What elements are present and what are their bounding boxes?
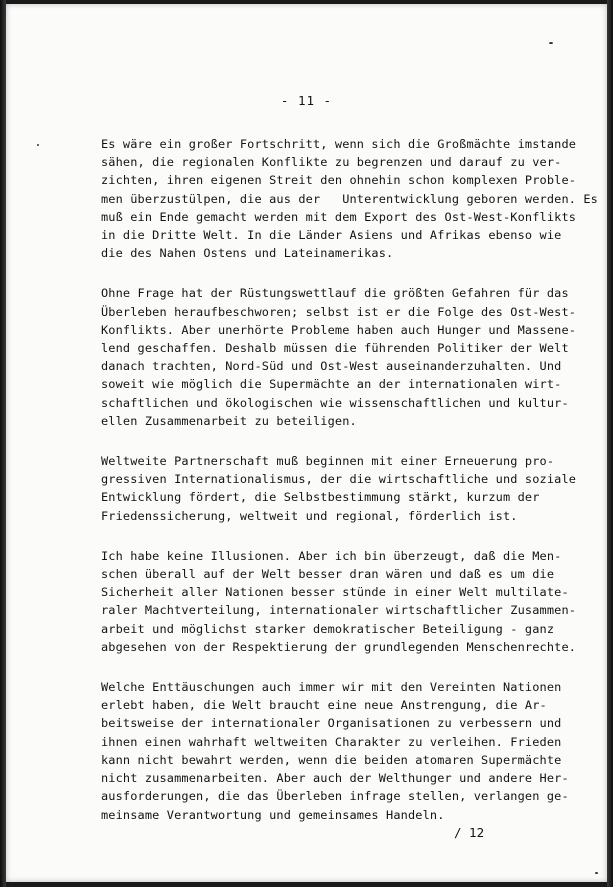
- scan-speck: [37, 144, 39, 146]
- text-line: nicht zusammenarbeiten. Aber auch der Welthunger und andere Her-: [101, 771, 569, 786]
- text-line: men überzustülpen, die aus der Unterentwicklung geboren werden. Es: [101, 191, 598, 206]
- scan-border-right: [607, 0, 613, 887]
- scan-speck: [595, 872, 598, 874]
- text-line: Ohne Frage hat der Rüstungswettlauf die größten Gefahren für das: [101, 286, 569, 301]
- text-line: raler Machtverteilung, internationaler wirtschaftlicher Zusammen-: [101, 603, 577, 618]
- text-line: zichten, ihren eigenen Streit den ohnehin schon komplexen Proble-: [101, 173, 577, 188]
- text-line: Überleben heraufbeschworen; selbst ist er die Folge des Ost-West-: [101, 304, 577, 319]
- document-page: [6, 4, 607, 882]
- text-line: ausforderungen, die das Überleben infrage stellen, verlangen ge-: [101, 789, 569, 804]
- body-text: [101, 135, 598, 846]
- text-line: Friedenssicherung, weltweit und regional, förderlich ist.: [101, 508, 518, 523]
- text-line: schaftlichen und ökologischen wie wissenschaftlichen und kultur-: [101, 395, 569, 410]
- text-line: Es wäre ein großer Fortschritt, wenn sich die Großmächte imstande: [101, 137, 577, 151]
- text-line: in die Dritte Welt. In die Länder Asiens und Afrikas ebenso wie: [101, 228, 562, 243]
- paragraph: [101, 678, 569, 824]
- text-line: kann nicht bewahrt werden, wenn die beiden atomaren Supermächte: [101, 752, 562, 767]
- text-line: Ich habe keine Illusionen. Aber ich bin überzeugt, daß die Men-: [101, 548, 562, 563]
- text-line: sähen, die regionalen Konflikte zu begrenzen und darauf zu ver-: [101, 155, 562, 170]
- text-line: die des Nahen Ostens und Lateinamerikas.: [101, 246, 394, 261]
- text-line: ihnen einen wahrhaft weltweiten Charakter zu verleihen. Frieden: [101, 734, 562, 749]
- text-line: muß ein Ende gemacht werden mit dem Export des Ost-West-Konflikts: [101, 209, 577, 224]
- page-number: - 11 -: [280, 93, 333, 108]
- paragraph: [101, 547, 577, 656]
- text-line: meinsame Verantwortung und gemeinsames Handeln.: [101, 807, 445, 822]
- text-line: gressiven Internationalismus, der die wirtschaftliche und soziale: [101, 472, 577, 487]
- text-line: ellen Zusammenarbeit zu beteiligen.: [101, 413, 357, 428]
- text-line: arbeit und möglichst starker demokratischer Beteiligung - ganz: [101, 621, 555, 636]
- next-page-marker: / 12: [454, 825, 485, 840]
- text-line: erlebt haben, die Welt braucht eine neue Anstrengung, die Ar-: [101, 698, 547, 713]
- paragraph: [101, 284, 577, 430]
- paragraph: [101, 135, 598, 262]
- scan-speck: [549, 42, 553, 44]
- paragraph: [101, 452, 577, 525]
- text-line: lend geschaffen. Deshalb müssen die führenden Politiker der Welt: [101, 341, 569, 356]
- text-line: danach trachten, Nord-Süd und Ost-West auseinanderzuhalten. Und: [101, 359, 562, 374]
- text-line: beitsweise der internationaler Organisationen zu verbessern und: [101, 716, 562, 731]
- text-line: Konflikts. Aber unerhörte Probleme haben auch Hunger und Massene-: [101, 322, 577, 337]
- text-line: Weltweite Partnerschaft muß beginnen mit einer Erneuerung pro-: [101, 454, 555, 469]
- text-line: abgesehen von der Respektierung der grundlegenden Menschenrechte.: [101, 639, 577, 654]
- text-line: soweit wie möglich die Supermächte an der internationalen wirt-: [101, 377, 562, 392]
- text-line: schen überall auf der Welt besser dran wären und daß es um die: [101, 567, 555, 582]
- text-line: Entwicklung fördert, die Selbstbestimmung stärkt, kurzum der: [101, 490, 540, 505]
- text-line: Sicherheit aller Nationen besser stünde in einer Welt multilate-: [101, 585, 569, 600]
- text-line: Welche Enttäuschungen auch immer wir mit den Vereinten Nationen: [101, 680, 562, 695]
